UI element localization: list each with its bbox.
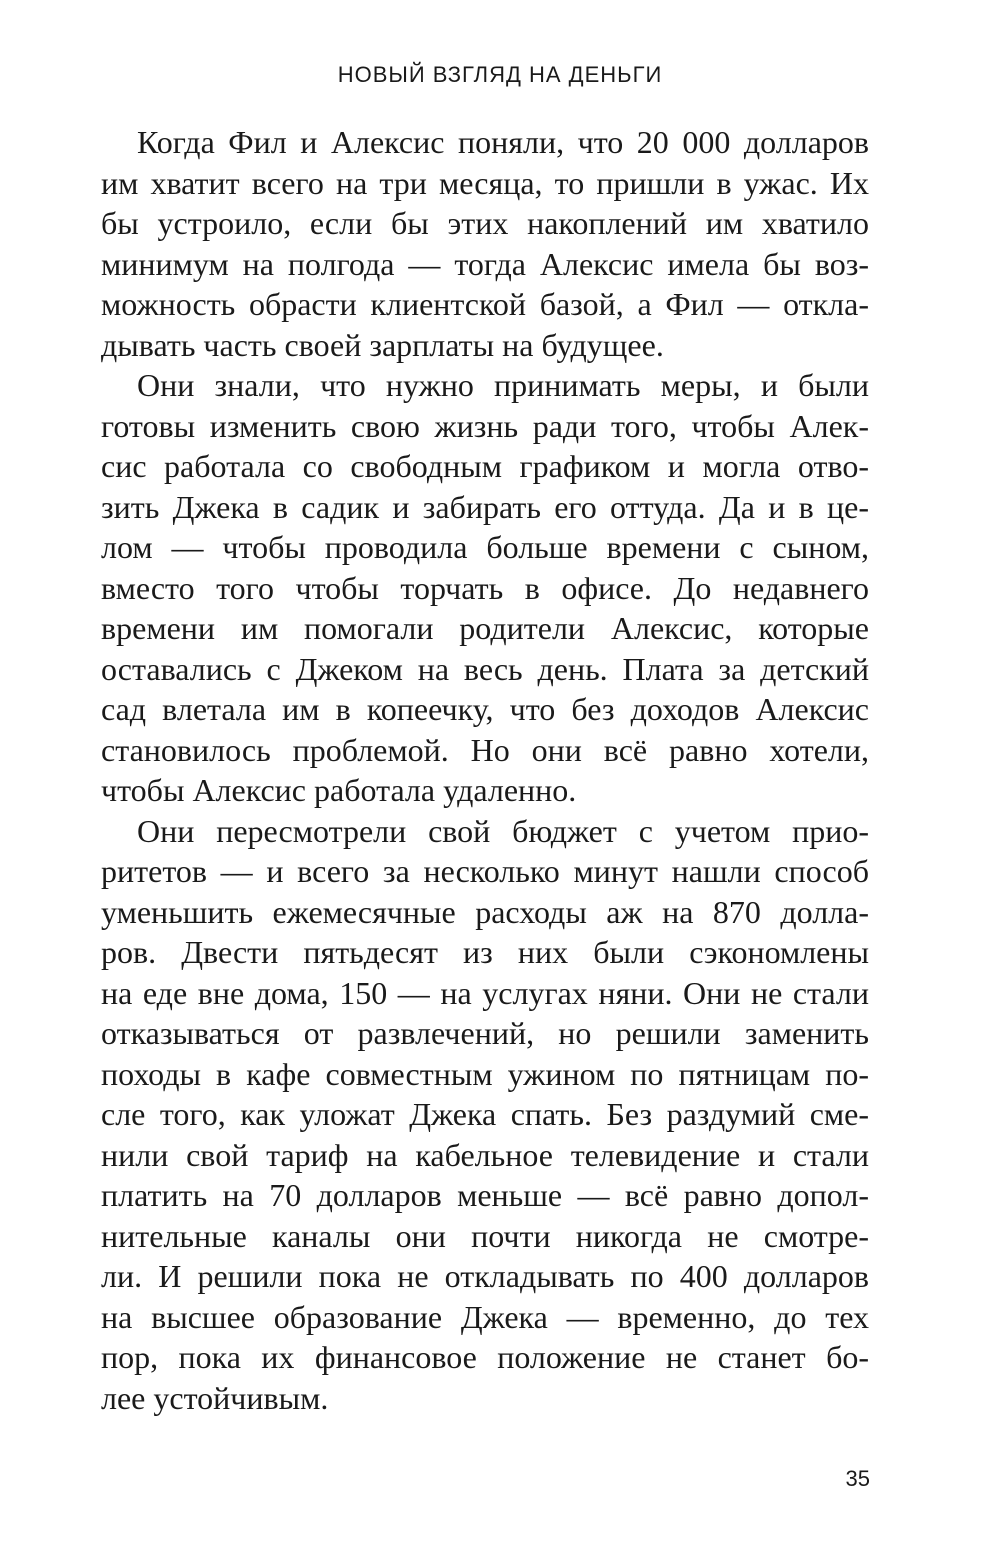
text-line: оставались с Джеком на весь день. Плата за детский — [101, 650, 869, 687]
body-text — [101, 122, 869, 1418]
text-line: чтобы Алексис работала удаленно. — [101, 772, 577, 808]
text-line: ритетов — и всего за несколько минут нашли способ — [101, 853, 869, 889]
text-line: зить Джека в садик и забирать его оттуда. Да и в це- — [101, 488, 869, 525]
text-line: вместо того чтобы торчать в офисе. До недавнего — [101, 569, 869, 606]
text-line: лее устойчивым. — [101, 1379, 329, 1416]
text-line: дывать часть своей зарплаты на будущее. — [101, 326, 664, 363]
paragraph — [101, 122, 869, 365]
text-line: сле того, как уложат Джека спать. Без раздумий сме- — [101, 1096, 869, 1132]
page-number: 35 — [845, 1466, 870, 1491]
text-line: нительные каналы они почти никогда не смотре- — [101, 1217, 869, 1254]
text-line: отказываться от развлечений, но решили заменить — [101, 1015, 869, 1051]
text-line: сад влетала им в копеечку, что без доходов Алексис — [101, 691, 869, 727]
text-line: на высшее образование Джека — временно, до тех — [101, 1298, 869, 1335]
paragraph — [101, 365, 869, 811]
text-line: пор, пока их финансовое положение не станет бо- — [101, 1339, 869, 1375]
text-line: можность обрасти клиентской базой, а Фил — откла- — [101, 286, 869, 322]
text-line: готовы изменить свою жизнь ради того, чтобы Алек- — [101, 407, 869, 444]
text-line: лом — чтобы проводила больше времени с сыном, — [101, 529, 869, 565]
text-line: нили свой тариф на кабельное телевидение и стали — [101, 1136, 869, 1173]
text-line: сис работала со свободным графиком и могла отво- — [101, 448, 869, 484]
paragraph — [101, 811, 869, 1419]
text-line: времени им помогали родители Алексис, которые — [101, 610, 869, 646]
text-line: Они пересмотрели свой бюджет с учетом прио- — [137, 812, 869, 849]
text-line: ров. Двести пятьдесят из них были сэкономлены — [101, 934, 869, 970]
text-line: уменьшить ежемесячные расходы аж на 870 долла- — [101, 893, 869, 930]
text-line: им хватит всего на три месяца, то пришли в ужас. Их — [101, 164, 869, 201]
text-line: походы в кафе совместным ужином по пятницам по- — [101, 1055, 869, 1092]
text-line: Они знали, что нужно принимать меры, и были — [137, 367, 869, 403]
text-line: бы устроило, если бы этих накоплений им хватило — [101, 205, 869, 241]
text-line: платить на 70 долларов меньше — всё равно допол- — [101, 1177, 869, 1213]
running-header: НОВЫЙ ВЗГЛЯД НА ДЕНЬГИ — [337, 62, 663, 87]
text-line: становилось проблемой. Но они всё равно хотели, — [101, 731, 869, 768]
text-line: ли. И решили пока не откладывать по 400 долларов — [101, 1258, 869, 1294]
text-line: на еде вне дома, 150 — на услугах няни. Они не стали — [101, 974, 869, 1011]
text-line: Когда Фил и Алексис поняли, что 20 000 долларов — [137, 124, 869, 160]
text-line: минимум на полгода — тогда Алексис имела бы воз- — [101, 245, 869, 282]
